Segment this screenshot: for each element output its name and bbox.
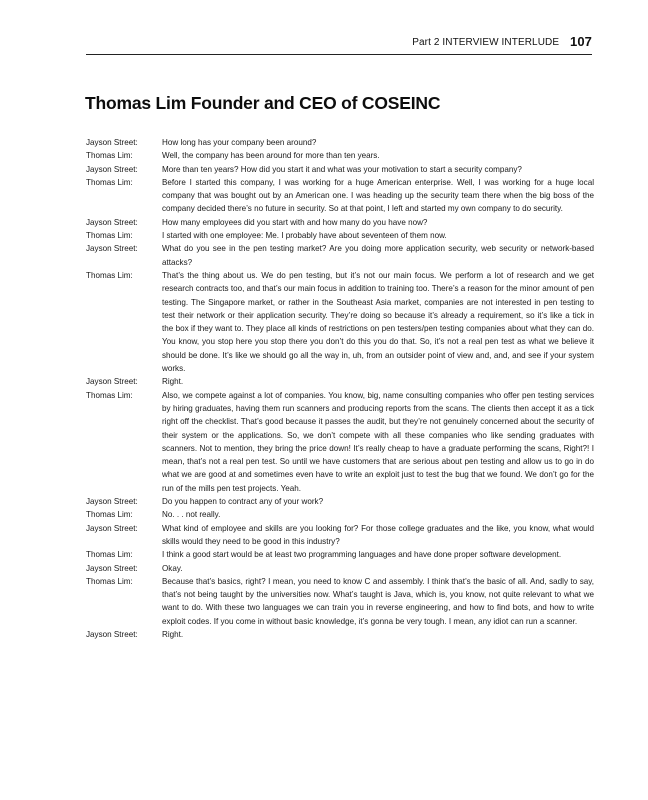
- transcript-turn: [86, 242, 594, 269]
- speaker-name: Jayson Street:: [86, 164, 138, 174]
- speaker-name: Thomas Lim:: [86, 510, 133, 520]
- speech-text: Before I started this company, I was working for a huge American enterprise. Well, I was working for a huge local company that was bought out by an American one. I was heading up the security team there when the big boss of the company decided there’s no future in security. So at that point, I left and started my own company to do security.: [162, 177, 594, 214]
- speech-text: I think a good start would be at least two programming languages and have done proper software development.: [162, 550, 562, 560]
- speaker-name: Thomas Lim:: [86, 231, 133, 241]
- speaker-name: Thomas Lim:: [86, 177, 133, 187]
- speaker-name: Jayson Street:: [86, 377, 138, 387]
- transcript-turn: [86, 269, 594, 375]
- transcript-turn: [86, 163, 594, 176]
- speaker-name: Jayson Street:: [86, 138, 138, 147]
- interview-title: Thomas Lim Founder and CEO of COSEINC: [85, 93, 441, 113]
- speaker-name: Jayson Street:: [86, 244, 138, 254]
- speech-text: No. . . not really.: [162, 510, 221, 520]
- speech-text: Do you happen to contract any of your work?: [162, 497, 324, 507]
- speech-text: Also, we compete against a lot of companies. You know, big, name consulting companies who offer pen testing services by hiring graduates, having them run scanners and producing reports from the scans. The clients then accept it as a tick right off the checklist. That’s good because it passes the audit, but they’re not genuinely concerned about the security of their system or the applications. So, we don’t compete with all these companies who like sending graduates with scanners. Not to mention, they bring the price down! It’s really cheap to have a graduate performing the scans, Right?! I mean, that’s not a real pen test. So until we have customers that are serious about pen testing and allow us to go in do what we are good at and sometimes even have to write an exploit just to test the bug that we found. We don’t go for the run of the mills pen test projects. Yeah.: [162, 390, 594, 493]
- speaker-name: Thomas Lim:: [86, 576, 133, 586]
- speaker-name: Jayson Street:: [86, 217, 138, 227]
- running-head: [412, 33, 592, 48]
- transcript-turn: [86, 389, 594, 495]
- transcript-turn: [86, 575, 594, 628]
- transcript-turn: [86, 149, 594, 162]
- transcript-turn: [86, 548, 594, 561]
- speaker-name: Jayson Street:: [86, 523, 138, 533]
- transcript-turn: [86, 136, 594, 149]
- speaker-name: Thomas Lim:: [86, 270, 133, 280]
- speaker-name: Thomas Lim:: [86, 390, 133, 400]
- speech-text: Okay.: [162, 563, 183, 573]
- speech-text: I started with one employee: Me. I probably have about seventeen of them now.: [162, 231, 447, 241]
- header-rule: [86, 54, 592, 55]
- transcript-turn: [86, 229, 594, 242]
- transcript-turn: [86, 522, 594, 549]
- interview-transcript: [86, 136, 594, 641]
- speaker-name: Jayson Street:: [86, 629, 138, 639]
- transcript-turn: [86, 495, 594, 508]
- speech-text: Well, the company has been around for more than ten years.: [162, 151, 380, 161]
- section-label: INTERVIEW INTERLUDE: [442, 37, 560, 48]
- speech-text: That’s the thing about us. We do pen testing, but it’s not our main focus. We perform a lot of research and we get research contracts too, and that’s our main focus in addition to training too. There’s a reason for the minor amount of pen testing. The Singapore market, or rather in the Southeast Asia market, companies are not interested in pen testing to test their network or their application security. They’re doing so because it’s already a requirement, so it’s like a tick in the box if they want to. They place all kinds of restrictions on pen testers/pen testing companies about what they can do. You know, you stop here you stop there you don’t do this you do that. So, it’s not a real pen test as what we believe it should be done. It’s like we should go all the way in, uh, from an outsider point of view and, and, and see if your system works.: [162, 270, 594, 374]
- speech-text: What do you see in the pen testing market? Are you doing more application security, web security or network-based attacks?: [162, 244, 594, 267]
- transcript-turn: [86, 375, 594, 388]
- transcript-turn: [86, 216, 594, 229]
- transcript-turn: [86, 628, 594, 641]
- speech-text: Because that’s basics, right? I mean, you need to know C and assembly. I think that’s the basic of all. And, sadly to say, that’s not being taught by the universities now. What’s taught is Java, which is, you know, not quite relevant to what we want to do. With these two languages we can train you in reverse engineering, and how to find bots, and how to write exploit codes. If you come in without basic knowledge, it’s gonna be very tough. I mean, any idiot can run a scanner.: [162, 576, 594, 626]
- speech-text: Right.: [162, 377, 184, 387]
- transcript-turn: [86, 562, 594, 575]
- speech-text: How many employees did you start with and how many do you have now?: [162, 217, 428, 227]
- speech-text: How long has your company been around?: [162, 138, 317, 147]
- page-number: 107: [570, 34, 592, 49]
- speaker-name: Thomas Lim:: [86, 550, 133, 560]
- transcript-turn: [86, 508, 594, 521]
- speech-text: What kind of employee and skills are you looking for? For those college graduates and the like, you know, what would skills would they need to be good in this industry?: [162, 523, 594, 546]
- speaker-name: Jayson Street:: [86, 563, 138, 573]
- transcript-turn: [86, 176, 594, 216]
- speech-text: More than ten years? How did you start it and what was your motivation to start a security company?: [162, 164, 522, 174]
- speaker-name: Jayson Street:: [86, 497, 138, 507]
- speech-text: Right.: [162, 629, 184, 639]
- part-label: Part 2: [412, 37, 440, 48]
- speaker-name: Thomas Lim:: [86, 151, 133, 161]
